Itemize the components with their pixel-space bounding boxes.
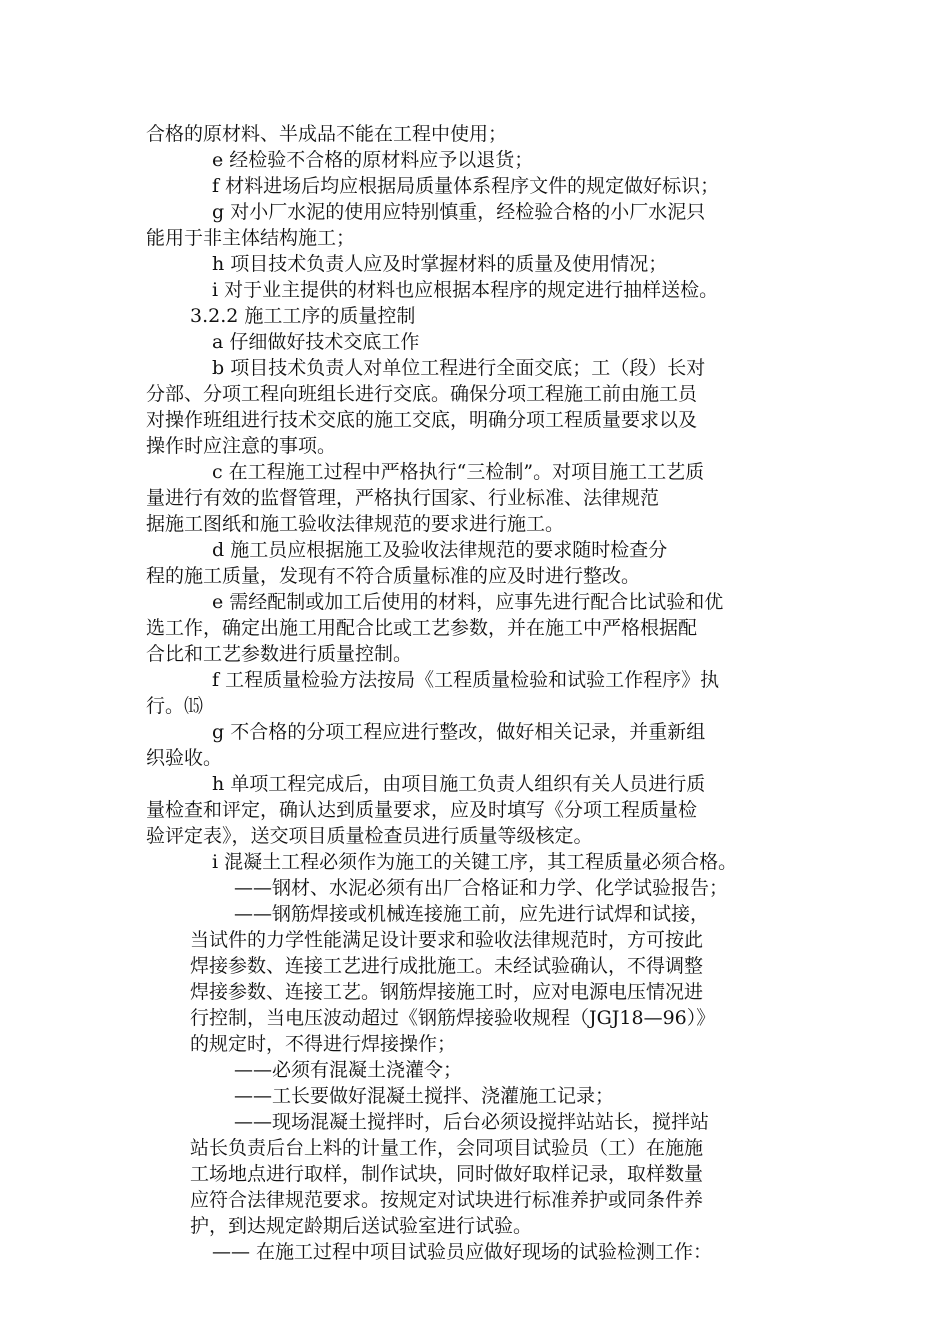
text-line: 织验收。 — [146, 747, 223, 769]
text-line: 行控制，当电压波动超过《钢筋焊接验收规程（JGJ18—96）》 — [190, 1007, 716, 1029]
text-line: a 仔细做好技术交底工作 — [212, 331, 420, 353]
text-line: 当试件的力学性能满足设计要求和验收法律规范时，方可按此 — [190, 929, 704, 951]
text-line: 应符合法律规范要求。按规定对试块进行标准养护或同条件养 — [190, 1189, 704, 1211]
text-line: ——必须有混凝土浇灌令； — [234, 1059, 463, 1081]
text-line: 站长负责后台上料的计量工作，会同项目试验员（工）在施施 — [190, 1137, 704, 1159]
text-line: 合格的原材料、半成品不能在工程中使用； — [146, 123, 508, 145]
text-line: b 项目技术负责人对单位工程进行全面交底；工（段）长对 — [212, 357, 706, 379]
text-line: 据施工图纸和施工验收法律规范的要求进行施工。 — [146, 513, 565, 535]
text-line: 合比和工艺参数进行质量控制。 — [146, 643, 413, 665]
text-line: h 项目技术负责人应及时掌握材料的质量及使用情况； — [212, 253, 668, 275]
text-line: 对操作班组进行技术交底的施工交底，明确分项工程质量要求以及 — [146, 409, 698, 431]
text-line: e 经检验不合格的原材料应予以退货； — [212, 149, 534, 171]
text-line: 的规定时，不得进行焊接操作； — [190, 1033, 457, 1055]
text-line: 分部、分项工程向班组长进行交底。确保分项工程施工前由施工员 — [146, 383, 698, 405]
text-line: 护，到达规定龄期后送试验室进行试验。 — [190, 1215, 533, 1237]
text-line: —— 在施工过程中项目试验员应做好现场的试验检测工作： — [212, 1241, 713, 1263]
text-line: c 在工程施工过程中严格执行“三检制”。对项目施工工艺质 — [212, 461, 705, 483]
text-line: 选工作，确定出施工用配合比或工艺参数，并在施工中严格根据配 — [146, 617, 698, 639]
text-line: h 单项工程完成后，由项目施工负责人组织有关人员进行质 — [212, 773, 706, 795]
text-line: ——现场混凝土搅拌时，后台必须设搅拌站站长，搅拌站 — [234, 1111, 710, 1133]
text-line: 验评定表》，送交项目质量检查员进行质量等级核定。 — [146, 825, 593, 847]
text-line: f 材料进场后均应根据局质量体系程序文件的规定做好标识； — [212, 175, 720, 197]
text-line: i 混凝土工程必须作为施工的关键工序，其工程质量必须合格。 — [212, 851, 738, 873]
text-line: g 对小厂水泥的使用应特别慎重，经检验合格的小厂水泥只 — [212, 201, 706, 223]
text-line: 操作时应注意的事项。 — [146, 435, 337, 457]
text-line: 量检查和评定，确认达到质量要求，应及时填写《分项工程质量检 — [146, 799, 698, 821]
text-line: i 对于业主提供的材料也应根据本程序的规定进行抽样送检。 — [212, 279, 719, 301]
text-line: 焊接参数、连接工艺进行成批施工。未经试验确认，不得调整 — [190, 955, 704, 977]
text-line: d 施工员应根据施工及验收法律规范的要求随时检查分 — [212, 539, 668, 561]
section-heading: 3.2.2 施工工序的质量控制 — [190, 305, 416, 327]
text-line: f 工程质量检验方法按局《工程质量检验和试验工作程序》执 — [212, 669, 720, 691]
text-line: 能用于非主体结构施工； — [146, 227, 356, 249]
text-line: ——钢筋焊接或机械连接施工前，应先进行试焊和试接， — [234, 903, 710, 925]
text-line: 工场地点进行取样，制作试块，同时做好取样记录，取样数量 — [190, 1163, 704, 1185]
text-line: 程的施工质量，发现有不符合质量标准的应及时进行整改。 — [146, 565, 641, 587]
text-line: ——工长要做好混凝土搅拌、浇灌施工记录； — [234, 1085, 615, 1107]
text-line: 焊接参数、连接工艺。钢筋焊接施工时，应对电源电压情况进 — [190, 981, 704, 1003]
text-line: 量进行有效的监督管理，严格执行国家、行业标准、法律规范 — [146, 487, 660, 509]
text-line: g 不合格的分项工程应进行整改，做好相关记录，并重新组 — [212, 721, 706, 743]
text-line: ——钢材、水泥必须有出厂合格证和力学、化学试验报告； — [234, 877, 729, 899]
text-line: 行。⒂ — [146, 695, 204, 717]
text-line: e 需经配制或加工后使用的材料，应事先进行配合比试验和优 — [212, 591, 724, 613]
